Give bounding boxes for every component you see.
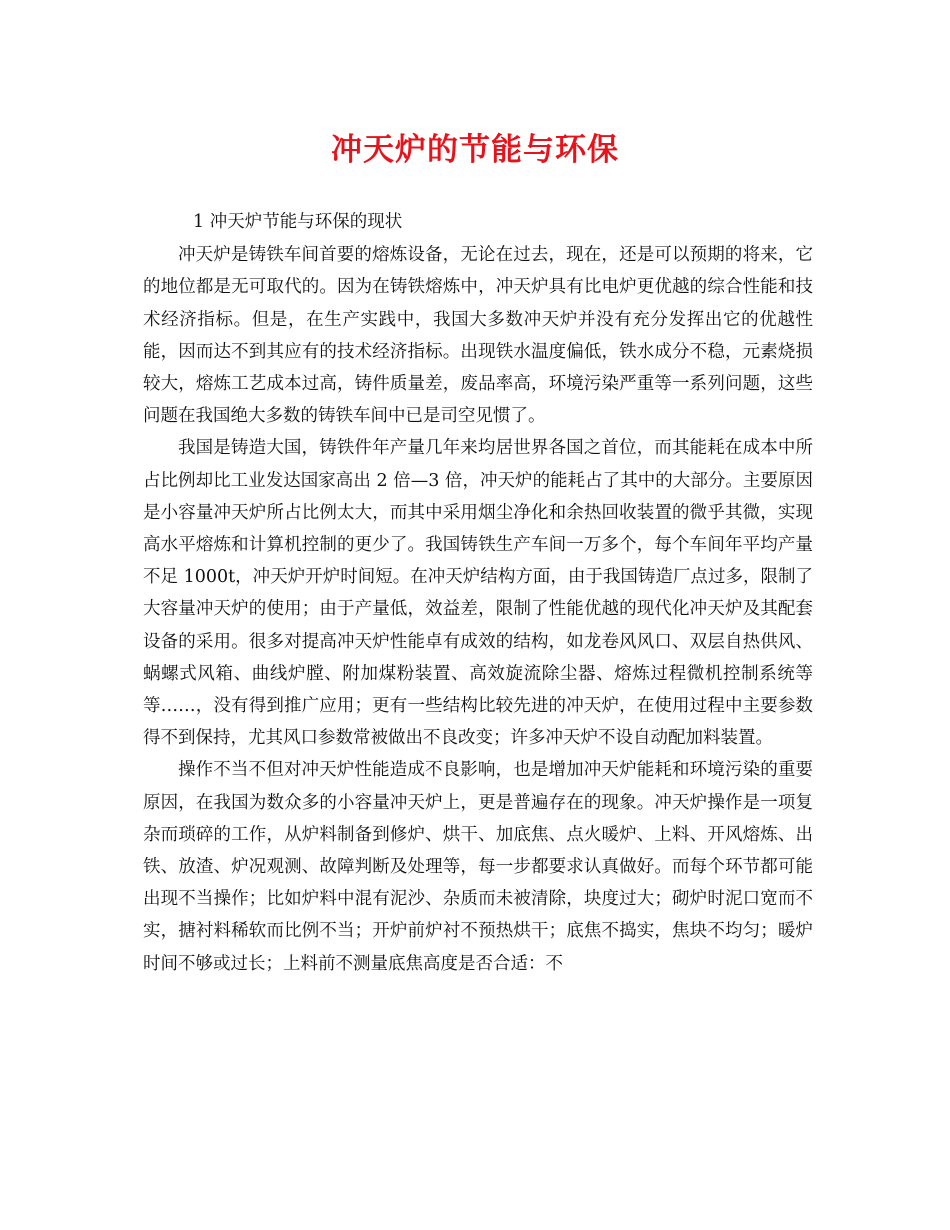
paragraph-1: 冲天炉是铸铁车间首要的熔炼设备，无论在过去，现在，还是可以预期的将来，它的地位都是无可取代的。因为在铸铁熔炼中，冲天炉具有比电炉更优越的综合性能和技术经济指标。但是，在生产实践中，我国大多数冲天炉并没有充分发挥出它的优越性能，因而达不到其应有的技术经济指标。出现铁水温度偏低，铁水成分不稳，元素烧损较大，熔炼工艺成本过高，铸件质量差，废品率高，环境污染严重等一系列问题，这些问题在我国绝大多数的铸铁车间中已是司空见惯了。 bbox=[143, 245, 813, 427]
document-title: 冲天炉的节能与环保 bbox=[331, 132, 619, 168]
section-heading: 1 冲天炉节能与环保的现状 bbox=[193, 212, 403, 232]
document-body bbox=[143, 206, 813, 980]
paragraph-3: 操作不当不但对冲天炉性能造成不良影响，也是增加冲天炉能耗和环境污染的重要原因，在我国为数众多的小容量冲天炉上，更是普遍存在的现象。冲天炉操作是一项复杂而琐碎的工作，从炉料制备到修炉、烘干、加底焦、点火暖炉、上料、开风熔炼、出铁、放渣、炉况观测、故障判断及处理等，每一步都要求认真做好。而每个环节都可能出现不当操作；比如炉料中混有泥沙、杂质而未被清除，块度过大；砌炉时泥口宽而不实，搪衬料稀软而比例不当；开炉前炉衬不预热烘干；底焦不捣实，焦块不均匀；暖炉时间不够或过长；上料前不测量底焦高度是否合适：不 bbox=[143, 760, 813, 974]
paragraph-2: 我国是铸造大国，铸铁件年产量几年来均居世界各国之首位，而其能耗在成本中所占比例却比工业发达国家高出 2 倍—3 倍，冲天炉的能耗占了其中的大部分。主要原因是小容量冲天炉所占比例太大，而其中采用烟尘净化和余热回收装置的微乎其微，实现高水平熔炼和计算机控制的更少了。我国铸铁生产车间一万多个，每个车间年平均产量不足 1000t，冲天炉开炉时间短。在冲天炉结构方面，由于我国铸造厂点过多，限制了大容量冲天炉的使用；由于产量低，效益差，限制了性能优越的现代化冲天炉及其配套设备的采用。很多对提高冲天炉性能卓有成效的结构，如龙卷风风口、双层自热供风、蜗螺式风箱、曲线炉膛、附加煤粉装置、高效旋流除尘器、熔炼过程微机控制系统等等……，没有得到推广应用；更有一些结构比较先进的冲天炉，在使用过程中主要参数得不到保持，尤其风口参数常被做出不良改变；许多冲天炉不设自动配加料装置。 bbox=[143, 438, 813, 749]
